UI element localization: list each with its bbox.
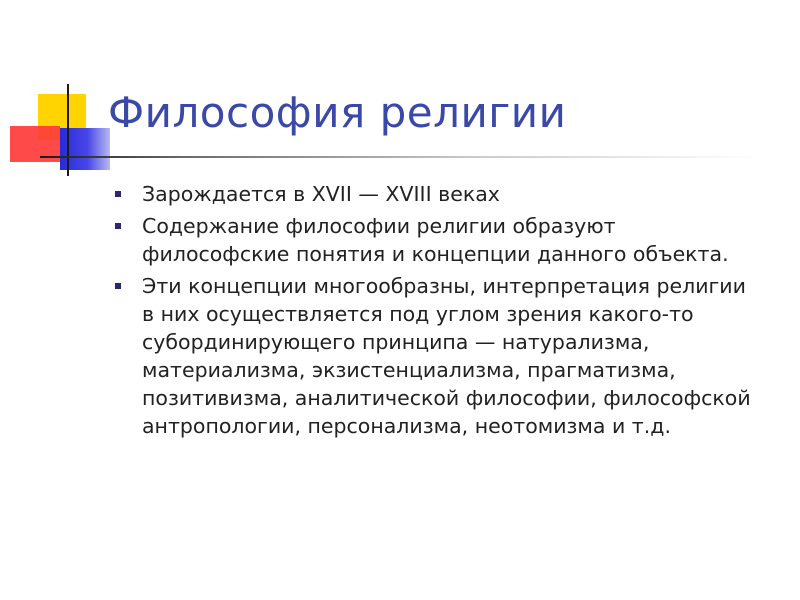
bullet-text: Зарождается в XVII — XVIII веках — [142, 182, 500, 206]
bullet-text: Содержание философии религии образуют философские понятия и концепции данного объекта. — [142, 214, 729, 266]
bullet-square-icon — [115, 283, 121, 289]
bullet-item — [113, 180, 753, 208]
bullet-text: Эти концепции многообразны, интерпретация религии в них осуществляется под углом зрения какого-то субординирующего принципа — натурализма, материализма, экзистенциализма, прагматизма, позитивизма, аналитической философии, философской антропологии, персонализма, неотомизма и т.д. — [142, 274, 751, 438]
slide-title: Философия религии — [108, 88, 567, 137]
bullet-item — [113, 212, 753, 268]
title-underline — [40, 156, 760, 158]
bullet-square-icon — [115, 191, 121, 197]
bullet-list — [113, 180, 753, 444]
bullet-square-icon — [115, 223, 121, 229]
bullet-item — [113, 272, 753, 440]
decor-vertical-line — [67, 84, 69, 176]
